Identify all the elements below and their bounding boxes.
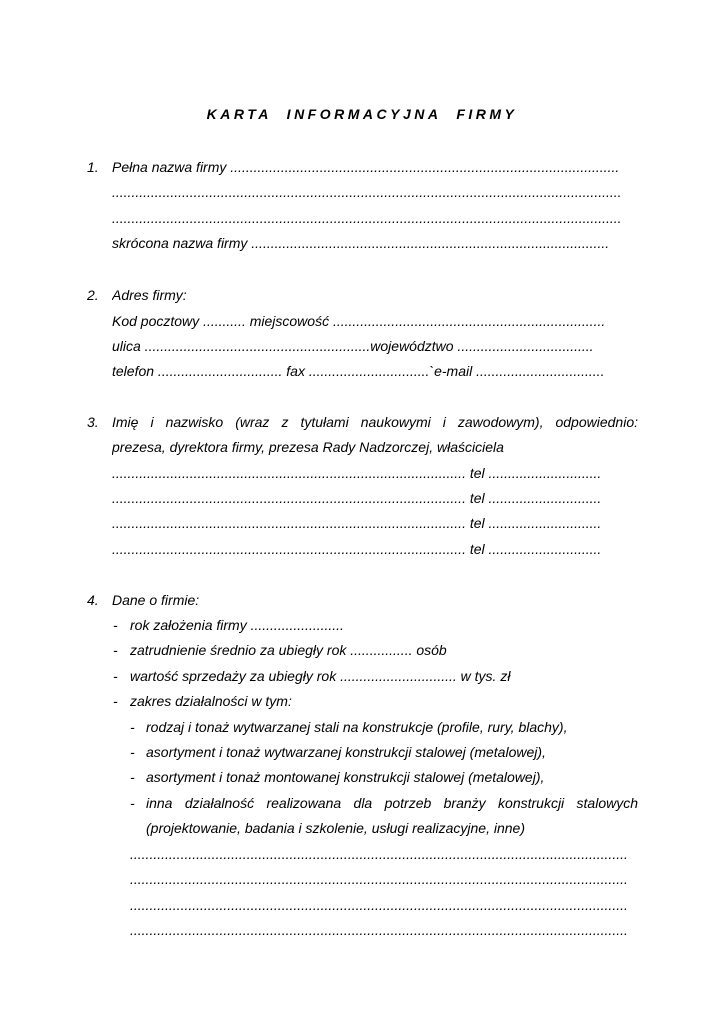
bullet-dash: - — [113, 642, 118, 658]
person-row-3[interactable]: ........................................................................................... tel ............................. — [112, 515, 602, 531]
sub-bullet-dash: - — [130, 795, 135, 811]
founding-year-field[interactable]: rok założenia firmy ........................ — [130, 617, 344, 633]
person-row-2[interactable]: ........................................................................................... tel ............................. — [112, 490, 602, 506]
bullet-dash: - — [113, 693, 118, 709]
activity-other: inna działalność realizowana dla potrzeb branży konstrukcji stalowych — [146, 795, 638, 811]
sub-bullet-dash: - — [130, 744, 135, 760]
activity-dotline-2[interactable]: ................................................................................................................................ — [130, 871, 628, 887]
bullet-dash: - — [113, 668, 118, 684]
sales-value-field[interactable]: wartość sprzedaży za ubiegły rok .............................. w tys. zł — [130, 668, 511, 684]
activity-other-examples: (projektowanie, badania i szkolenie, usługi realizacyjne, inne) — [146, 820, 525, 836]
activity-manufactured-structures: asortyment i tonaż wytwarzanej konstrukcji stalowej (metalowej), — [146, 744, 546, 760]
phone-fax-email-field[interactable]: telefon ................................ fax ...............................`e-mail ................................. — [112, 363, 605, 379]
section-4-number: 4. — [87, 592, 99, 608]
postal-city-field[interactable]: Kod pocztowy ........... miejscowość ...................................................................... — [112, 313, 606, 329]
full-name-continuation-2[interactable]: ................................................................................................................................... — [112, 210, 622, 226]
activity-steel-type: rodzaj i tonaż wytwarzanej stali na konstrukcje (profile, rury, blachy), — [146, 719, 568, 735]
short-name-field[interactable]: skrócona nazwa firmy ............................................................................................ — [112, 235, 610, 251]
activity-assembled-structures: asortyment i tonaż montowanej konstrukcji stalowej (metalowej), — [146, 769, 545, 785]
sub-bullet-dash: - — [130, 769, 135, 785]
activity-dotline-3[interactable]: ................................................................................................................................ — [130, 897, 628, 913]
company-data-heading: Dane o firmie: — [112, 592, 200, 608]
person-row-4[interactable]: ........................................................................................... tel ............................. — [112, 541, 602, 557]
persons-heading: Imię i nazwisko (wraz z tytułami naukowymi i zawodowym), odpowiednio: — [112, 414, 638, 430]
employment-field[interactable]: zatrudnienie średnio za ubiegły rok ................ osób — [130, 642, 447, 658]
street-province-field[interactable]: ulica ..........................................................województwo ................................... — [112, 338, 594, 354]
section-1-number: 1. — [87, 159, 99, 175]
full-name-field[interactable]: Pełna nazwa firmy .................................................................................................... — [112, 159, 620, 175]
bullet-dash: - — [113, 617, 118, 633]
page-title: KARTA INFORMACYJNA FIRMY — [206, 106, 518, 122]
activity-dotline-4[interactable]: ................................................................................................................................ — [130, 922, 628, 938]
activity-dotline-1[interactable]: ................................................................................................................................ — [130, 846, 628, 862]
section-3-number: 3. — [87, 414, 99, 430]
address-heading: Adres firmy: — [112, 287, 187, 303]
section-2-number: 2. — [87, 287, 99, 303]
full-name-continuation-1[interactable]: ................................................................................................................................... — [112, 184, 622, 200]
persons-heading-continued: prezesa, dyrektora firmy, prezesa Rady Nadzorczej, właściciela — [112, 439, 504, 455]
sub-bullet-dash: - — [130, 719, 135, 735]
activity-scope-heading: zakres działalności w tym: — [130, 693, 292, 709]
person-row-1[interactable]: ........................................................................................... tel ............................. — [112, 465, 602, 481]
